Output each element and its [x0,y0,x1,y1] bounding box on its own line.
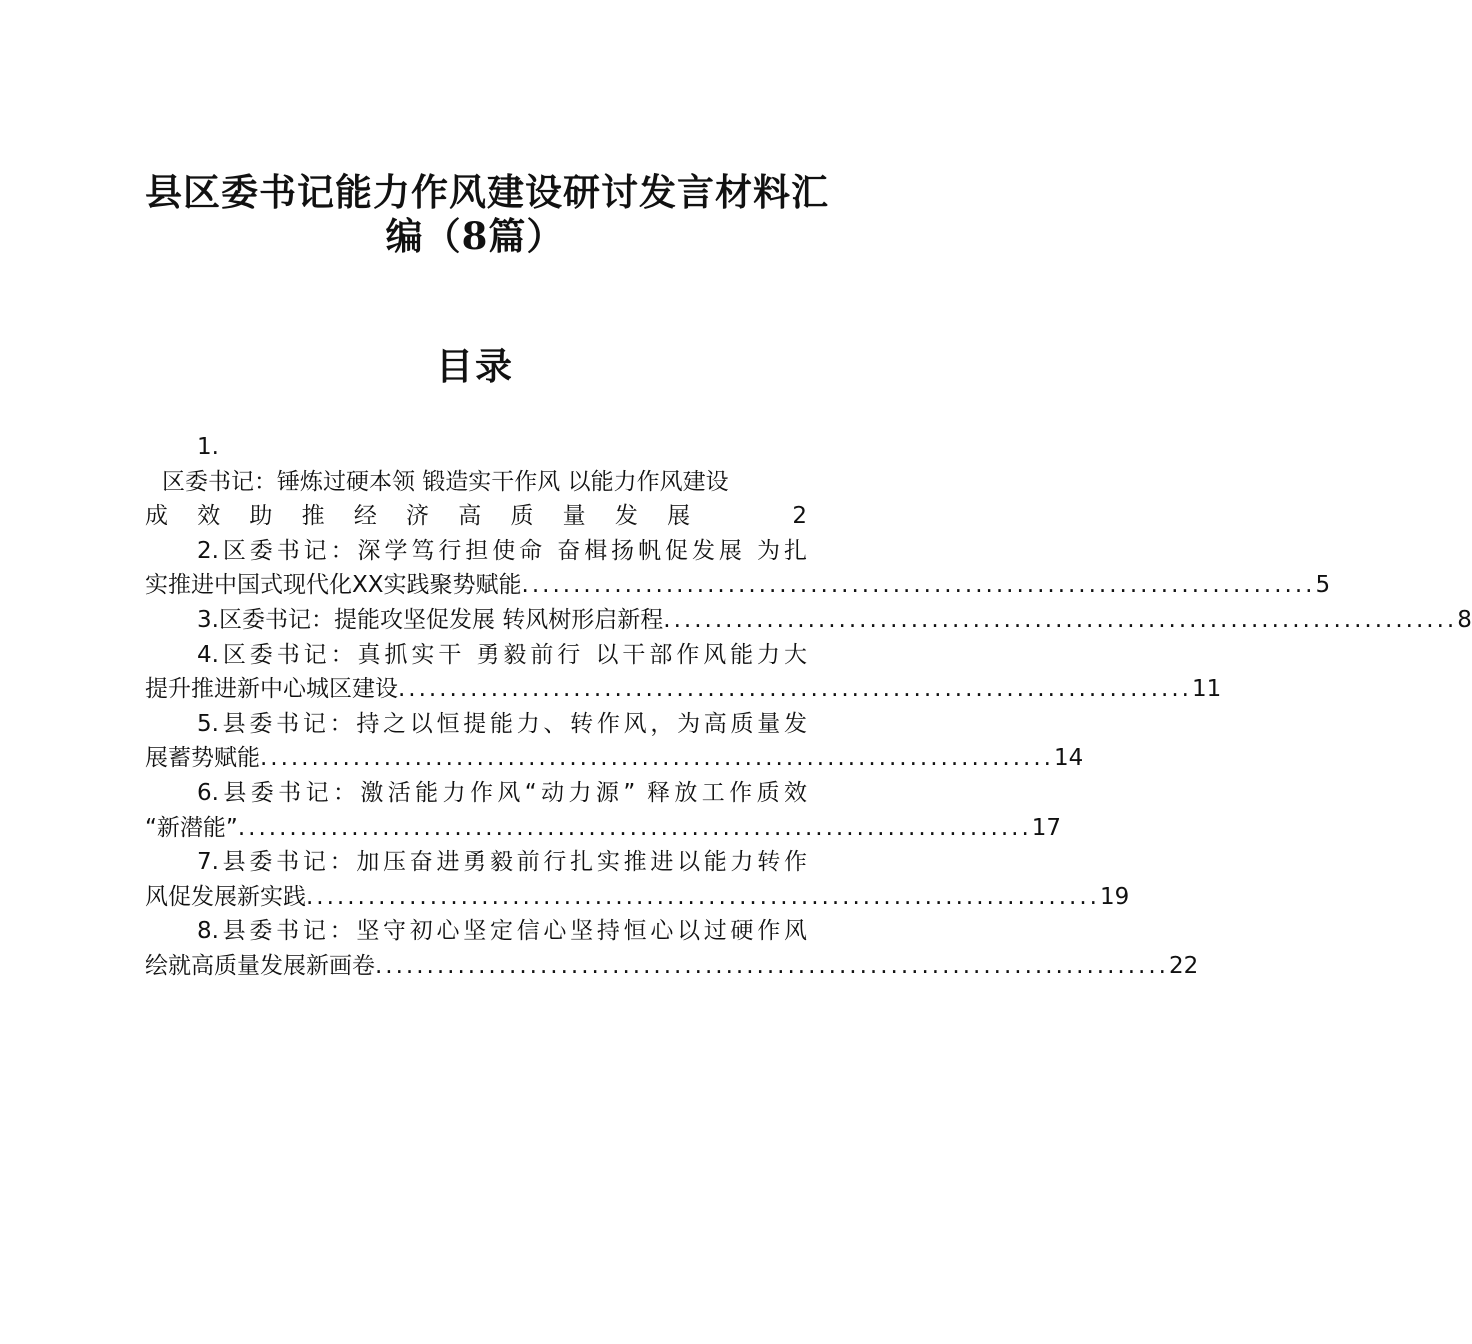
toc-entry-title-line-2: 绘就高质量发展新画卷 ............................................................................. 22 [145,949,807,984]
toc-entry-title-line-2: 成效助推经济高质量发展 2 [145,503,808,530]
toc-page-number: 2 [792,503,808,530]
toc-leader-dots: ............................................................................. [306,883,1100,910]
toc-entry-title-line-1: 6.县委书记：激活能力作风“动力源” 释放工作质效 [197,779,807,806]
toc-entry-title-line-1: 3.区委书记：提能攻坚促发展 转风树形启新程 ............................................................................. 8 [145,603,807,638]
toc-entry-title-line-2: 展蓄势赋能 ............................................................................. 14 [145,741,807,776]
table-of-contents [145,430,1472,984]
toc-entry-8[interactable] [145,914,1199,983]
toc-entry-title-line-1: 5.县委书记：持之以恒提能力、转作风，为高质量发 [197,710,807,737]
toc-leader-dots: ............................................................................. [521,572,1316,599]
toc-entry-title-line-1: 区委书记：锤炼过硬本领 锻造实干作风 以能力作风建设 [162,468,729,495]
toc-heading: 目录 [436,344,514,388]
toc-leader-dots: ............................................................................. [260,745,1054,772]
toc-entry-title-line-1: 8.县委书记：坚守初心坚定信心坚持恒心以过硬作风 [197,918,807,945]
toc-page-number: 19 [1099,883,1130,910]
toc-entry-1[interactable] [145,430,807,534]
toc-page-number: 22 [1168,952,1199,979]
toc-page-number: 11 [1191,676,1222,703]
toc-page-number: 17 [1031,814,1062,841]
toc-leader-dots: ............................................................................. [375,952,1169,979]
toc-entry-title-line-1: 4.区委书记：真抓实干 勇毅前行 以干部作风能力大 [197,641,807,668]
toc-page-number: 8 [1457,606,1472,633]
toc-entry-title-line-2: “新潜能” ............................................................................. 17 [145,811,807,846]
toc-entry-title-line-1: 7.县委书记：加压奋进勇毅前行扎实推进以能力转作 [197,849,807,876]
toc-entry-title-line-2: 风促发展新实践 ............................................................................. 19 [145,880,807,915]
document-title-line-2: 编（8篇） [385,214,565,258]
toc-entry-3[interactable] [145,603,1472,638]
toc-entry-7[interactable] [145,845,1130,914]
toc-entry-6[interactable] [145,776,1062,845]
toc-entry-number: 1. [197,434,219,460]
toc-entry-4[interactable] [145,638,1222,707]
toc-entry-title-line-1: 2.区委书记：深学笃行担使命 奋楫扬帆促发展 为扎 [197,537,807,564]
toc-leader-dots: ............................................................................. [237,814,1032,841]
toc-entry-title-line-2: 实推进中国式现代化XX实践聚势赋能 ............................................................................. 5 [145,568,807,603]
toc-entry-5[interactable] [145,707,1084,776]
toc-leader-dots: ............................................................................. [663,606,1458,633]
toc-page-number: 5 [1315,572,1331,599]
document-title-line-1: 县区委书记能力作风建设研讨发言材料汇 [145,170,829,214]
toc-entry-title-line-2: 提升推进新中心城区建设 ............................................................................. 11 [145,672,807,707]
toc-entry-2[interactable] [145,534,1331,603]
toc-leader-dots: ............................................................................. [398,676,1192,703]
toc-page-number: 14 [1053,745,1084,772]
